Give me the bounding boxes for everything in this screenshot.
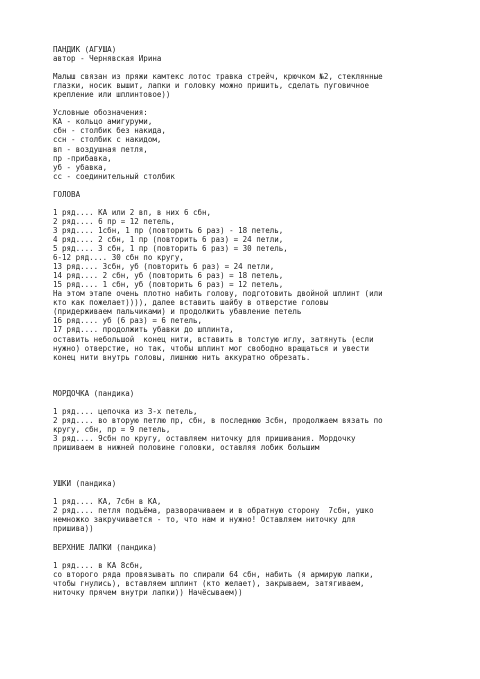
- instruction-line: 3 ряд.... 9сбн по кругу, оставляем ниточку для пришивания. Мордочку: [53, 434, 356, 444]
- instruction-line: оставить небольшой конец нити, вставить в толстую иглу, затянуть (если: [53, 334, 374, 344]
- intro-line: глазки, носик вышит, лапки и головку можно пришить, сделать пуговичное: [53, 81, 370, 91]
- legend-item: вп - воздушная петля,: [53, 144, 148, 154]
- instruction-line: ниточку прячем внутри лапки)) Начёсываем)): [53, 587, 243, 597]
- instruction-line: 1 ряд.... КА или 2 вп, в них 6 сбн,: [53, 207, 212, 217]
- legend-title: Условные обозначения:: [53, 108, 148, 118]
- instruction-line: 1 ряд.... в КА 8сбн,: [53, 560, 144, 570]
- instruction-line: 5 ряд.... 3 сбн, 1 пр (повторить 6 раз) = 30 петель,: [53, 244, 288, 254]
- instruction-line: 2 ряд.... петля подъёма, разворачиваем и в обратную сторону 7сбн, ушко: [53, 506, 374, 516]
- legend-item: уб - убавка,: [53, 162, 108, 172]
- legend-item: пр -прибавка,: [53, 153, 112, 163]
- legend-item: сс - соединительный столбик: [53, 171, 175, 181]
- section-heading-muzzle: МОРДОЧКА (пандика): [53, 388, 135, 398]
- instruction-line: кругу, сбн, пр = 9 петель,: [53, 424, 171, 434]
- instruction-line: пришиваем в нижней половине головки, оставляя лобик большим: [53, 443, 320, 453]
- instruction-line: 6-12 ряд.... 30 сбн по кругу,: [53, 253, 184, 263]
- instruction-line: немножко закручивается - то, что нам и нужно! Оставляем ниточку для: [53, 515, 356, 525]
- instruction-line: пришива)): [53, 524, 94, 534]
- instruction-line: 2 ряд.... 6 пр = 12 петель,: [53, 216, 175, 226]
- instruction-line: чтобы гнулись), вставляем шплинт (кто желает), закрываем, затягиваем,: [53, 578, 365, 588]
- legend-item: сбн - столбик без накида,: [53, 126, 166, 136]
- instruction-line: 4 ряд.... 2 сбн, 1 пр (повторить 6 раз) = 24 петли,: [53, 234, 284, 244]
- document-body: [53, 45, 468, 597]
- instruction-line: 1 ряд.... КА, 7сбн в КА,: [53, 497, 162, 507]
- instruction-line: кто как пожелает)))), далее вставить шайбу в отверстие головы: [53, 298, 329, 308]
- instruction-line: 14 ряд.... 2 сбн, уб (повторить 6 раз) = 18 петель,: [53, 271, 284, 281]
- legend-item: КА - кольцо амигуруми,: [53, 117, 153, 127]
- instruction-line: 15 ряд.... 1 сбн, уб (повторить 6 раз) = 12 петель,: [53, 280, 284, 290]
- instruction-line: 1 ряд.... цепочка из 3-х петель,: [53, 406, 198, 416]
- section-heading-ears: УШКИ (пандика): [53, 479, 117, 489]
- instruction-line: нужно) отверстие, но так, чтобы шплинт мог свободно вращаться и увести: [53, 343, 370, 353]
- instruction-line: На этом этапе очень плотно набить голову, подготовить двойной шплинт (или: [53, 289, 383, 299]
- legend-item: ссн - столбик с накидом,: [53, 135, 162, 145]
- instruction-line: 17 ряд.... продолжить убавки до шплинта,: [53, 325, 234, 335]
- section-heading-upper-paws: ВЕРХНИЕ ЛАПКИ (пандика): [53, 542, 157, 552]
- instruction-line: 2 ряд.... во вторую петлю пр, сбн, в последнюю 3сбн, продолжаем вязать по: [53, 415, 383, 425]
- intro-line: крепление или шплинтовое)): [53, 90, 171, 100]
- section-heading-head: ГОЛОВА: [53, 189, 81, 199]
- instruction-line: 3 ряд.... 1сбн, 1 пр (повторить 6 раз) - 18 петель,: [53, 225, 284, 235]
- instruction-line: (придерживаем пальчиками) и продолжить убавление петель: [53, 307, 302, 317]
- author-line: автор - Чернявская Ирина: [53, 54, 162, 64]
- document-title: ПАНДИК (АГУША): [53, 45, 117, 54]
- instruction-line: со второго ряда провязывать по спирали 64 сбн, набить (я армирую лапки,: [53, 569, 374, 579]
- instruction-line: конец нити внутрь головы, лишнюю нить аккуратно обрезать.: [53, 352, 311, 362]
- instruction-line: 16 ряд.... уб (6 раз) = 6 петель,: [53, 316, 203, 326]
- instruction-line: 13 ряд.... 3сбн, уб (повторить 6 раз) = 24 петли,: [53, 262, 275, 272]
- intro-line: Малыш связан из пряжи камтекс лотос травка стрейч, крючком №2, стеклянные: [53, 72, 383, 82]
